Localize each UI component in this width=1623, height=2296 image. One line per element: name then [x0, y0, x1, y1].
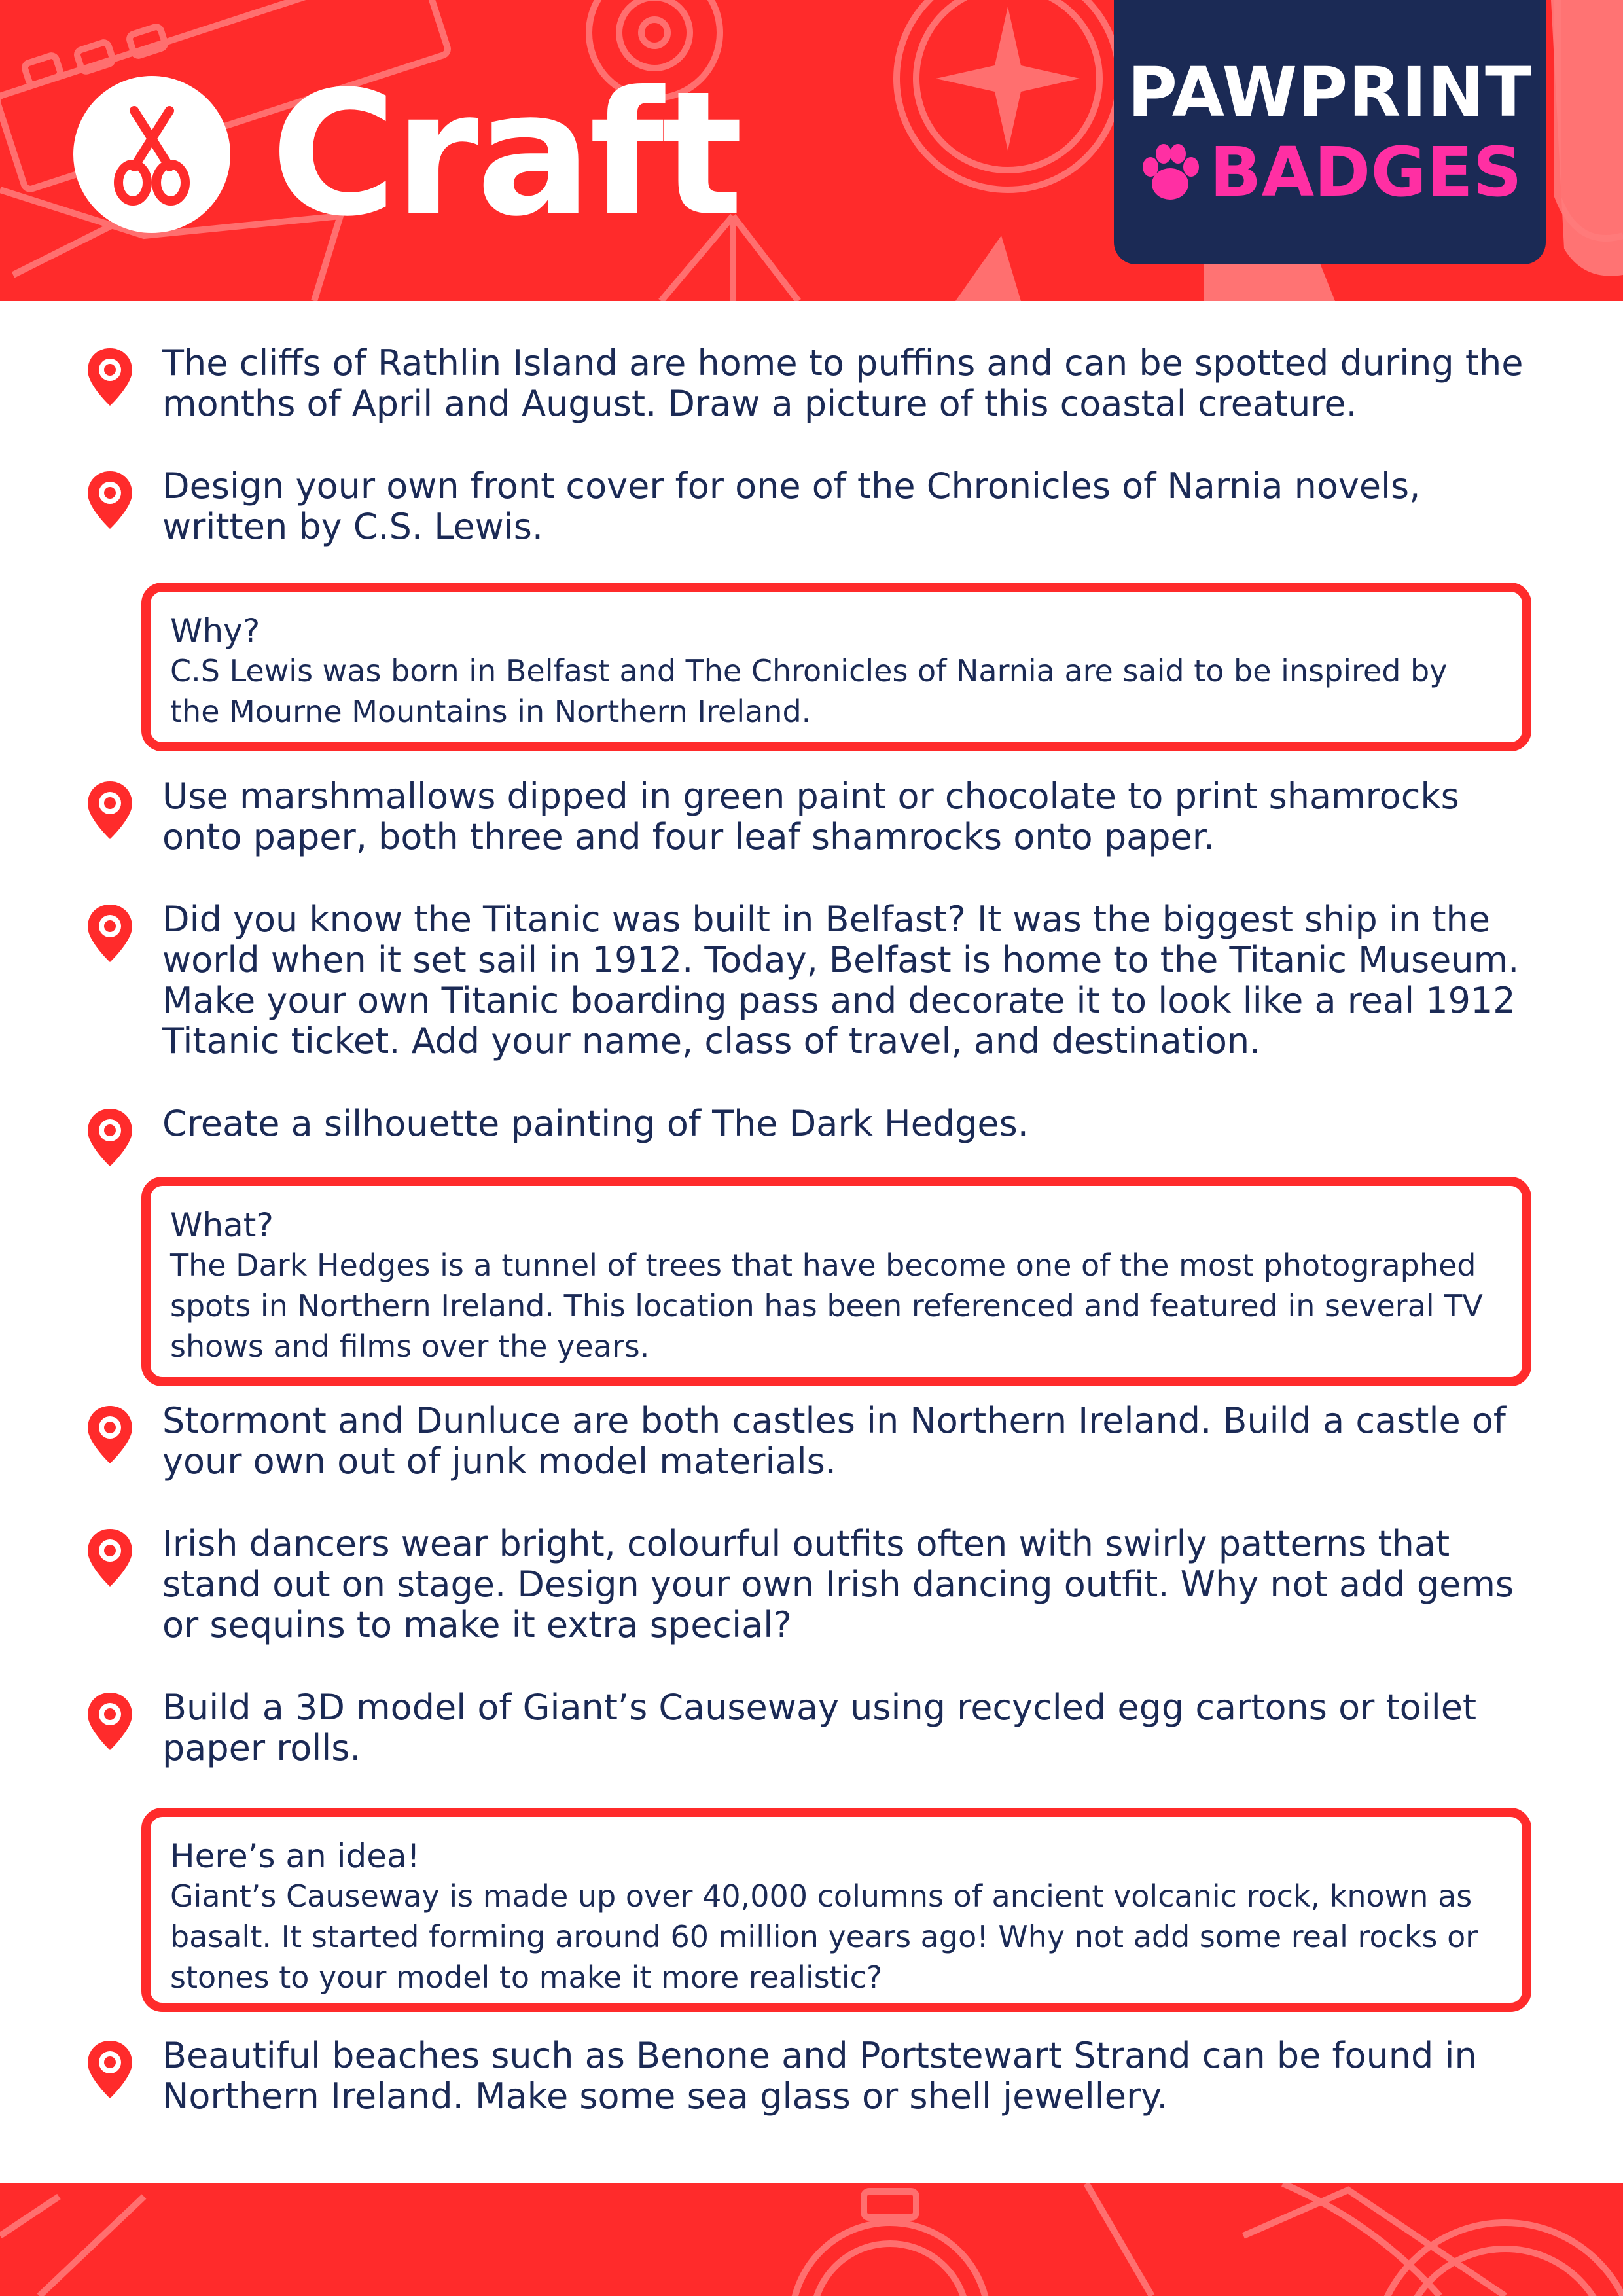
location-pin-icon — [86, 1528, 134, 1588]
scissors-icon — [73, 76, 230, 233]
location-pin-icon — [86, 903, 134, 963]
info-box-title: Here’s an idea! — [170, 1837, 420, 1875]
location-pin-icon — [86, 780, 134, 840]
location-pin-icon — [86, 2039, 134, 2100]
page-title: Craft — [271, 54, 741, 254]
logo-top-text: PAWPRINT — [1127, 52, 1533, 132]
info-box-text: C.S Lewis was born in Belfast and The Chronicles of Narnia are said to be inspired by the Mourne Mountains in Northern Ireland. — [170, 653, 1448, 729]
location-pin-icon — [86, 347, 134, 407]
info-box-text: Giant’s Causeway is made up over 40,000 columns of ancient volcanic rock, known as basalt. It started forming around 60 million years ago! Why not add some real rocks or stones to your model to make it more realistic? — [170, 1878, 1478, 1995]
location-pin-icon — [86, 1691, 134, 1751]
activity-text: Did you know the Titanic was built in Belfast? It was the biggest ship in the world when it set sail in 1912. Today, Belfast is home to the Titanic Museum. Make your own Titanic boarding pass and decorate it to look like a real 1912 Titanic ticket. Add your name, class of travel, and destination. — [162, 899, 1520, 1062]
location-pin-icon — [86, 1107, 134, 1168]
info-box-title: Why? — [170, 612, 260, 650]
footer-banner — [0, 2183, 1623, 2296]
info-box-text: The Dark Hedges is a tunnel of trees that have become one of the most photographed spots in Northern Ireland. This location has been referenced and featured in several TV shows and films over the years. — [170, 1247, 1483, 1364]
activity-text: The cliffs of Rathlin Island are home to puffins and can be spotted during the months of April and August. Draw a picture of this coastal creature. — [162, 342, 1524, 424]
paw-icon — [1137, 141, 1203, 204]
decorative-pattern — [0, 2183, 1623, 2296]
pawprint-badges-logo — [1114, 0, 1546, 264]
activity-text: Create a silhouette painting of The Dark Hedges. — [162, 1103, 1029, 1144]
header-banner — [0, 0, 1623, 301]
activity-text: Irish dancers wear bright, colourful outfits often with swirly patterns that stand out on stage. Design your own Irish dancing outfit. Why not add gems or sequins to make it extra special? — [162, 1523, 1514, 1645]
title-group — [73, 54, 741, 254]
info-box-title: What? — [170, 1206, 274, 1244]
location-pin-icon — [86, 1405, 134, 1465]
location-pin-icon — [86, 470, 134, 530]
activity-text: Design your own front cover for one of the Chronicles of Narnia novels, written by C.S. Lewis. — [162, 465, 1421, 547]
info-box-what — [141, 1177, 1531, 1386]
activity-text: Stormont and Dunluce are both castles in Northern Ireland. Build a castle of your own out of junk model materials. — [162, 1400, 1506, 1482]
activity-text: Beautiful beaches such as Benone and Portstewart Strand can be found in Northern Ireland. Make some sea glass or shell jewellery. — [162, 2035, 1477, 2117]
info-box-idea — [141, 1808, 1531, 2012]
info-box-why — [141, 583, 1531, 751]
activity-text: Build a 3D model of Giant’s Causeway using recycled egg cartons or toilet paper rolls. — [162, 1687, 1477, 1768]
logo-bottom-text: BADGES — [1209, 132, 1522, 212]
activity-text: Use marshmallows dipped in green paint or chocolate to print shamrocks onto paper, both three and four leaf shamrocks onto paper. — [162, 776, 1459, 857]
